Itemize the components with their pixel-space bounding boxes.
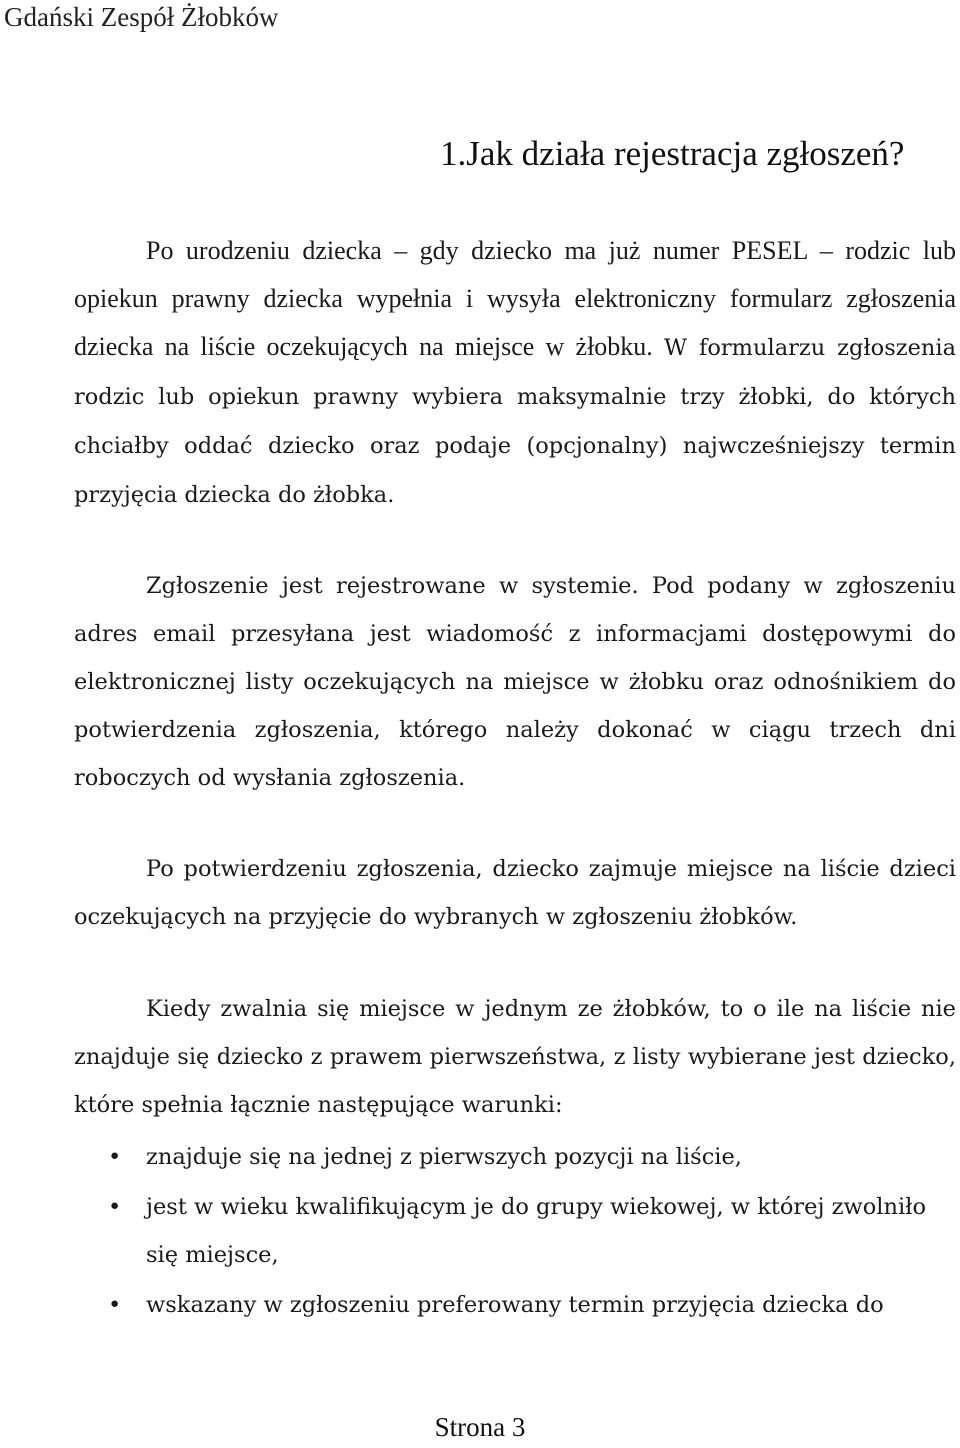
bullet-icon: • [108, 1292, 122, 1318]
paragraph-confirmation-text: Po potwierdzeniu zgłoszenia, dziecko zajmuje miejsce na liście dzieci oczekujących na przyjęcie do wybranych w zgłoszeniu żłobków. [74, 856, 956, 930]
conditions-list [74, 1133, 956, 1331]
bullet-icon: • [108, 1144, 122, 1170]
paragraph-vacancy [74, 985, 956, 1129]
condition-text: znajduje się na jednej z pierwszych pozycji na liście, [146, 1144, 742, 1170]
condition-text: wskazany w zgłoszeniu preferowany termin przyjęcia dziecka do [146, 1292, 884, 1318]
paragraph-confirmation [74, 845, 956, 941]
organization-name: Gdański Zespół Żłobków [4, 2, 279, 32]
bullet-icon: • [108, 1194, 122, 1220]
paragraph-intro-text: Po urodzeniu dziecka – gdy dziecko ma już numer PESEL – rodzic lub opiekun prawny dziecka wypełnia i wysyła elektroniczny formularz zgłoszenia dziecka na liście oczekujących na miejsce w żłobku. [74, 236, 956, 361]
list-item [74, 1281, 956, 1329]
document-header [4, 2, 278, 33]
paragraph-vacancy-text: Kiedy zwalnia się miejsce w jednym ze żłobków, to o ile na liście nie znajduje się dziecko z prawem pierwszeństwa, z listy wybierane jest dziecko, które spełnia łącznie następujące warunki: [74, 996, 956, 1118]
section-title: 1.Jak działa rejestracja zgłoszeń? [440, 134, 905, 173]
condition-text: jest w wieku kwalifikującym je do grupy wiekowej, w której zwolniło się miejsce, [146, 1194, 926, 1268]
paragraph-system-text: Zgłoszenie jest rejestrowane w systemie. Pod podany w zgłoszeniu adres email przesyłana jest wiadomość z informacjami dostępowymi do elektronicznej listy oczekujących na miejsce w żłobku oraz odnośnikiem do potwierdzenia zgłoszenia, którego należy dokonać w ciągu trzech dni roboczych od wysłania zgłoszenia. [74, 573, 956, 791]
paragraph-form-details: W formularzu zgłoszenia rodzic lub opiekun prawny wybiera maksymalnie trzy żłobki, do których chciałby oddać dziecko oraz podaje (opcjonalny) najwcześniejszy termin przyjęcia dziecka do żłobka. [74, 335, 957, 508]
paragraph-registration-system [74, 562, 956, 802]
paragraph-registration-intro [74, 227, 956, 519]
list-item [74, 1133, 956, 1181]
page-footer [0, 1412, 960, 1443]
page-number: Strona 3 [434, 1412, 526, 1442]
list-item [74, 1183, 956, 1279]
